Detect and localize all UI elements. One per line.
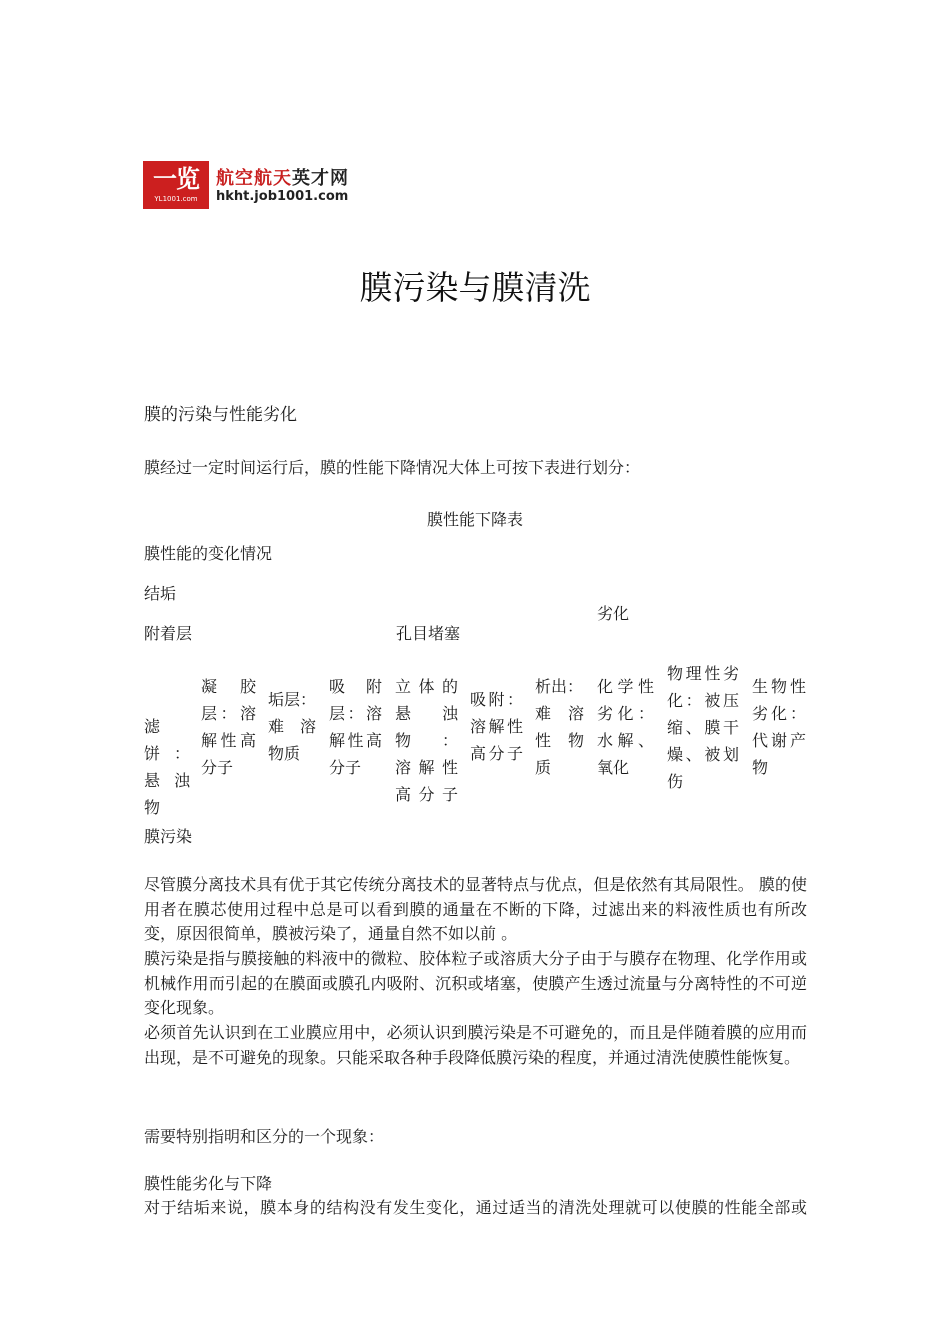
table-cell-scale [268,686,316,767]
cell-line: 吸附： [470,690,523,709]
body-paragraph: 必须首先认识到在工业膜应用中，必须认识到膜污染是不可避免的，而且是伴随着膜的应用而出现，是不可避免的现象。只能采取各种手段降低膜污染的程度，并通过清洗使膜性能恢复。 [144,1023,807,1067]
table-cell-biological-deterioration [752,673,806,781]
cell-line: 化：被压 [667,691,739,710]
cell-line: 高分子 [470,744,523,763]
cell-line: 解性高 [201,731,256,750]
cell-line: 劣化： [597,704,654,723]
cell-line: 垢层： [268,690,317,709]
cell-line: 化学性 [597,677,654,696]
table-header-adhesion: 附着层 [144,624,193,643]
section-heading-performance-decline: 膜性能劣化与下降 [144,1174,273,1193]
cell-line: 劣化： [752,704,806,723]
cell-line: 性物 [535,731,584,750]
cell-line: 立体的 [395,677,458,696]
cell-line: 析出： [535,677,584,696]
cell-line: 氧化 [597,758,630,777]
site-name-part1: 航空航天 [216,168,292,189]
table-cell-precipitation [535,673,584,781]
intro-text: 膜经过一定时间运行后，膜的性能下降情况大体上可按下表进行划分： [144,458,641,477]
section-heading-membrane-fouling: 膜污染 [144,827,193,846]
cell-line: 高分子 [395,785,458,804]
cell-line: 质 [535,758,552,777]
cell-line: 物理性劣 [667,664,739,683]
section-heading-fouling-deterioration: 膜的污染与性能劣化 [144,405,297,425]
table-cell-gel [201,673,256,781]
table-cell-cake [144,713,190,821]
cell-line: 物 [144,798,161,817]
site-url: hkht.job1001.com [216,189,349,204]
cell-line: 伤 [667,772,684,791]
table-header-fouling: 结垢 [144,584,177,603]
cell-line: 滤饼： [144,717,190,763]
cell-line: 代谢产 [752,731,806,750]
cell-line: 分子 [201,758,234,777]
site-name [216,164,349,190]
table-header-pore-blocking: 孔目堵塞 [396,624,461,643]
table-cell-adsorption-layer [329,673,382,781]
cell-line: 悬浊物： [395,704,458,750]
cell-line: 物质 [268,744,301,763]
site-logo [143,161,209,209]
cell-line: 燥、被划 [667,745,739,764]
cell-line: 物 [752,758,769,777]
cell-line: 悬浊 [144,771,190,790]
cell-line: 生物性 [752,677,806,696]
cell-line: 水解、 [597,731,654,750]
cell-line: 难溶 [535,704,584,723]
table-cell-physical-deterioration [667,660,739,795]
cell-line: 解性高 [329,731,382,750]
cell-line: 溶解性 [470,717,523,736]
table-cell-chemical-deterioration [597,673,654,781]
cell-line: 溶解性 [395,758,458,777]
table-header-deterioration: 劣化 [597,604,630,623]
document-title: 膜污染与膜清洗 [359,268,591,307]
body-paragraph-last: 对于结垢来说，膜本身的结构没有发生变化，通过适当的清洗处理就可以使膜的性能全部或 [144,1198,807,1217]
table-cell-adsorption [470,686,523,767]
site-name-part2: 英才网 [292,168,349,189]
table-cell-suspended [395,673,458,808]
cell-line: 凝胶 [201,677,256,696]
cell-line: 层：溶 [329,704,382,723]
logo-brand-sub: YL1001.com [154,195,198,203]
note-text: 需要特别指明和区分的一个现象： [144,1127,385,1146]
table-header-change: 膜性能的变化情况 [144,544,273,563]
cell-line: 分子 [329,758,362,777]
cell-line: 层：溶 [201,704,256,723]
cell-line: 缩、膜干 [667,718,739,737]
cell-line: 吸附 [329,677,382,696]
logo-brand: 一览 [153,165,199,193]
cell-line: 难溶 [268,717,316,736]
table-caption: 膜性能下降表 [426,510,523,529]
body-paragraph: 膜污染是指与膜接触的料液中的微粒、胶体粒子或溶质大分子由于与膜存在物理、化学作用或机械作用而引起的在膜面或膜孔内吸附、沉积或堵塞，使膜产生透过流量与分离特性的不可逆变化现象。 [144,949,807,1017]
body-paragraph: 尽管膜分离技术具有优于其它传统分离技术的显著特点与优点，但是依然有其局限性。 膜的使用者在膜芯使用过程中总是可以看到膜的通量在不断的下降，过滤出来的料液性质也有所改变，原因很简单，膜被污染了，通量自然不如以前 。 [144,875,807,943]
